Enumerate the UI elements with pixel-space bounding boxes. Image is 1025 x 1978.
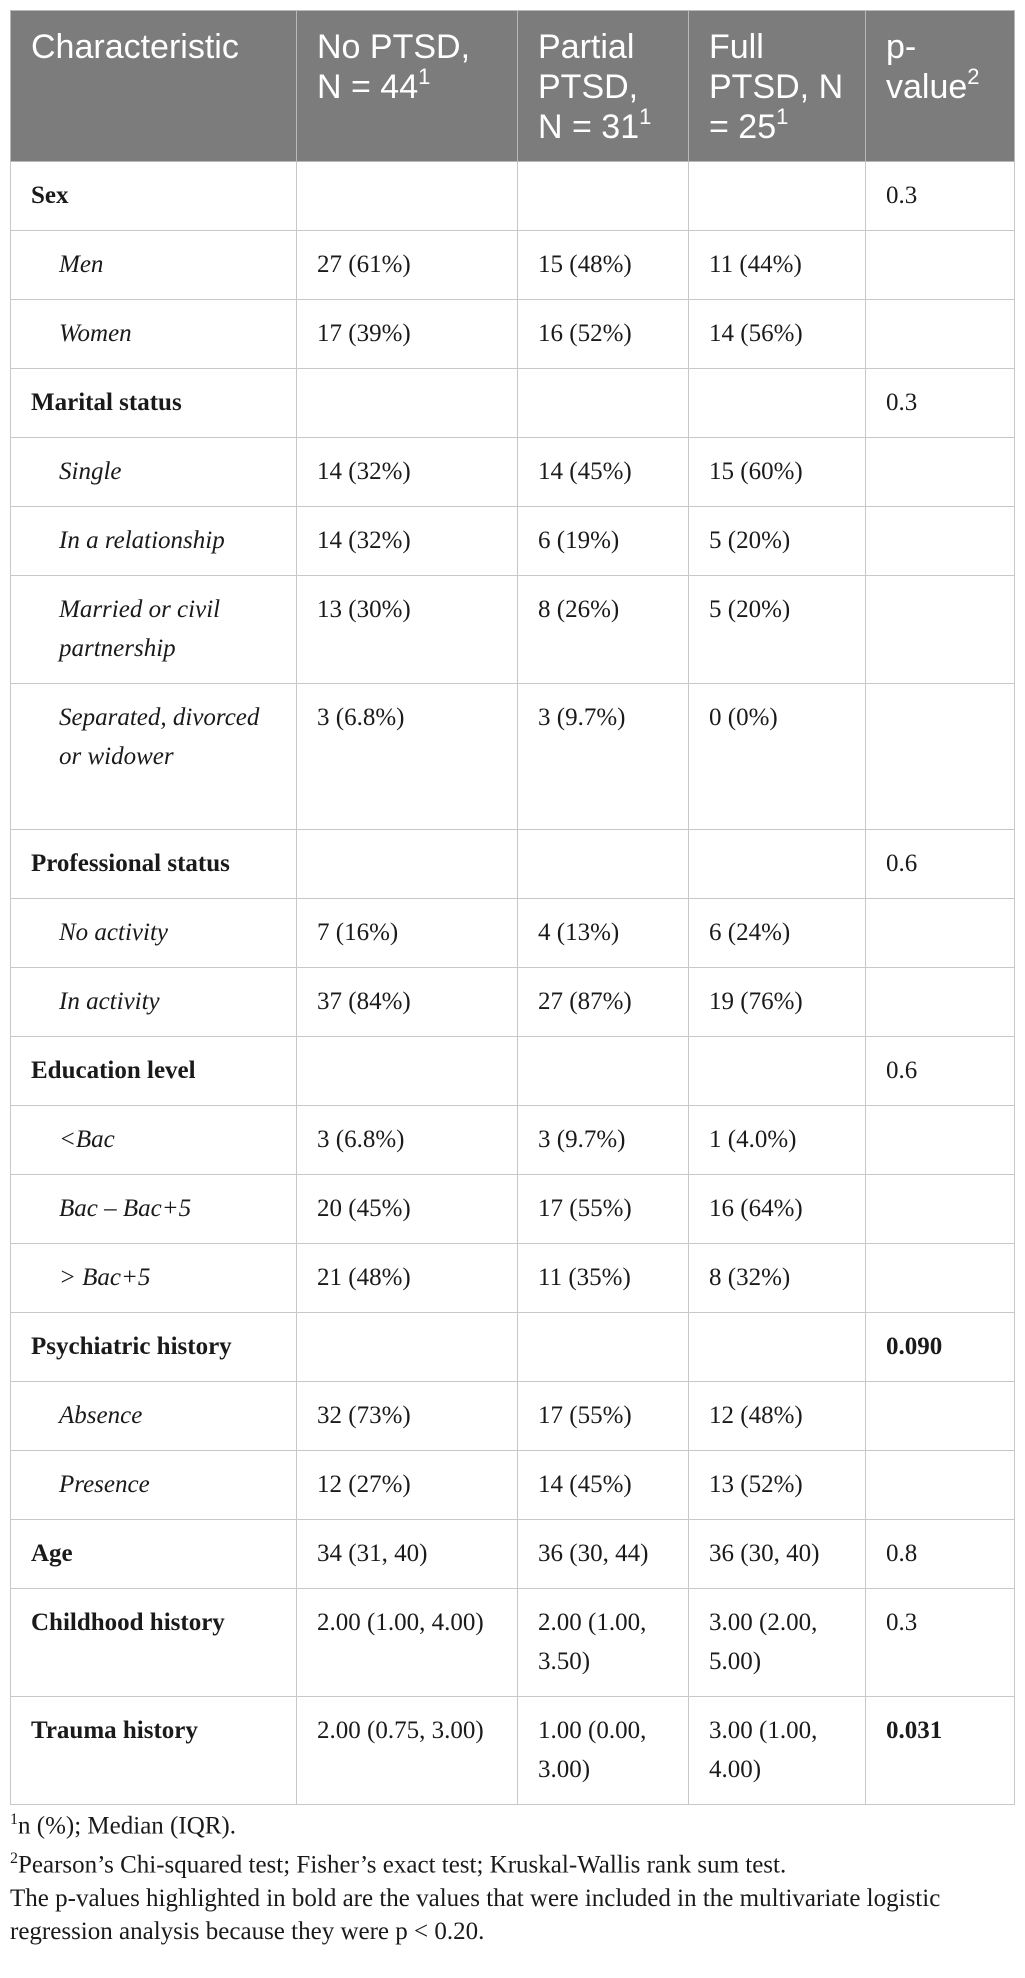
cell-full-ptsd bbox=[689, 830, 866, 899]
cell-partial-ptsd: 14 (45%) bbox=[518, 438, 689, 507]
table-row bbox=[11, 899, 1015, 968]
cell-no-ptsd: 14 (32%) bbox=[297, 438, 518, 507]
characteristics-table-container bbox=[10, 10, 1014, 1945]
row-label: > Bac+5 bbox=[11, 1244, 297, 1313]
cell-full-ptsd: 19 (76%) bbox=[689, 968, 866, 1037]
cell-partial-ptsd: 2.00 (1.00, 3.50) bbox=[518, 1589, 689, 1697]
row-label: Married or civil partnership bbox=[11, 576, 297, 684]
table-row bbox=[11, 968, 1015, 1037]
cell-p-value bbox=[866, 899, 1015, 968]
row-label: Childhood history bbox=[11, 1589, 297, 1697]
cell-p-value bbox=[866, 576, 1015, 684]
cell-p-value: 0.090 bbox=[866, 1313, 1015, 1382]
row-label: Women bbox=[11, 300, 297, 369]
cell-partial-ptsd: 3 (9.7%) bbox=[518, 684, 689, 830]
cell-no-ptsd: 32 (73%) bbox=[297, 1382, 518, 1451]
cell-partial-ptsd bbox=[518, 162, 689, 231]
cell-p-value: 0.3 bbox=[866, 1589, 1015, 1697]
cell-no-ptsd: 2.00 (1.00, 4.00) bbox=[297, 1589, 518, 1697]
cell-p-value bbox=[866, 684, 1015, 830]
row-label: Psychiatric history bbox=[11, 1313, 297, 1382]
table-row bbox=[11, 300, 1015, 369]
table-row bbox=[11, 684, 1015, 830]
cell-partial-ptsd bbox=[518, 1037, 689, 1106]
footnote-1: $^1$n (%); Median (IQR). bbox=[10, 1811, 236, 1840]
cell-full-ptsd bbox=[689, 369, 866, 438]
table-row bbox=[11, 162, 1015, 231]
row-label: Men bbox=[11, 231, 297, 300]
table-row bbox=[11, 438, 1015, 507]
table-row bbox=[11, 369, 1015, 438]
cell-full-ptsd bbox=[689, 162, 866, 231]
table-row bbox=[11, 507, 1015, 576]
table-row bbox=[11, 1313, 1015, 1382]
cell-p-value bbox=[866, 1106, 1015, 1175]
cell-no-ptsd: 17 (39%) bbox=[297, 300, 518, 369]
table-row bbox=[11, 1451, 1015, 1520]
cell-full-ptsd: 15 (60%) bbox=[689, 438, 866, 507]
cell-full-ptsd: 6 (24%) bbox=[689, 899, 866, 968]
header-row bbox=[11, 11, 1015, 162]
table-row bbox=[11, 830, 1015, 899]
cell-no-ptsd: 14 (32%) bbox=[297, 507, 518, 576]
cell-no-ptsd bbox=[297, 1037, 518, 1106]
row-label: In activity bbox=[11, 968, 297, 1037]
cell-full-ptsd: 5 (20%) bbox=[689, 507, 866, 576]
header-no-ptsd: No PTSD, $N = 44^1$ bbox=[297, 11, 518, 162]
cell-partial-ptsd bbox=[518, 1313, 689, 1382]
cell-p-value bbox=[866, 438, 1015, 507]
cell-no-ptsd: 21 (48%) bbox=[297, 1244, 518, 1313]
cell-partial-ptsd: 14 (45%) bbox=[518, 1451, 689, 1520]
cell-partial-ptsd: 15 (48%) bbox=[518, 231, 689, 300]
row-label: Single bbox=[11, 438, 297, 507]
cell-full-ptsd bbox=[689, 1037, 866, 1106]
cell-no-ptsd bbox=[297, 369, 518, 438]
cell-p-value bbox=[866, 968, 1015, 1037]
table-row bbox=[11, 1697, 1015, 1805]
table-footnotes bbox=[10, 1803, 1014, 1948]
cell-p-value: 0.3 bbox=[866, 162, 1015, 231]
cell-partial-ptsd: 4 (13%) bbox=[518, 899, 689, 968]
cell-partial-ptsd bbox=[518, 369, 689, 438]
cell-full-ptsd: 1 (4.0%) bbox=[689, 1106, 866, 1175]
cell-no-ptsd: 13 (30%) bbox=[297, 576, 518, 684]
cell-p-value: 0.8 bbox=[866, 1520, 1015, 1589]
cell-partial-ptsd: 17 (55%) bbox=[518, 1175, 689, 1244]
header-characteristic: Characteristic bbox=[11, 11, 297, 162]
cell-p-value bbox=[866, 1382, 1015, 1451]
table-row bbox=[11, 1037, 1015, 1106]
cell-full-ptsd: 3.00 (1.00, 4.00) bbox=[689, 1697, 866, 1805]
row-label: Education level bbox=[11, 1037, 297, 1106]
cell-no-ptsd: 3 (6.8%) bbox=[297, 1106, 518, 1175]
cell-no-ptsd: 37 (84%) bbox=[297, 968, 518, 1037]
row-label: Age bbox=[11, 1520, 297, 1589]
cell-full-ptsd bbox=[689, 1313, 866, 1382]
table-row bbox=[11, 1244, 1015, 1313]
cell-no-ptsd bbox=[297, 162, 518, 231]
cell-no-ptsd bbox=[297, 1313, 518, 1382]
row-label: Bac – Bac+5 bbox=[11, 1175, 297, 1244]
header-partial-ptsd: Partial PTSD, $N = 31^1$ bbox=[518, 11, 689, 162]
row-label: Separated, divorced or widower bbox=[11, 684, 297, 830]
cell-partial-ptsd: 16 (52%) bbox=[518, 300, 689, 369]
header-p-value: p-value$^2$ bbox=[866, 11, 1015, 162]
cell-partial-ptsd: 6 (19%) bbox=[518, 507, 689, 576]
cell-no-ptsd: 3 (6.8%) bbox=[297, 684, 518, 830]
table-row bbox=[11, 231, 1015, 300]
cell-p-value: 0.3 bbox=[866, 369, 1015, 438]
table-row bbox=[11, 576, 1015, 684]
cell-no-ptsd: 27 (61%) bbox=[297, 231, 518, 300]
table-row bbox=[11, 1589, 1015, 1697]
cell-p-value: 0.031 bbox=[866, 1697, 1015, 1805]
cell-p-value: 0.6 bbox=[866, 830, 1015, 899]
footnote-2: $^2$Pearson’s Chi-squared test; Fisher’s exact test; Kruskal-Wallis rank sum test. bbox=[10, 1850, 787, 1879]
row-label: Marital status bbox=[11, 369, 297, 438]
cell-full-ptsd: 8 (32%) bbox=[689, 1244, 866, 1313]
table-row bbox=[11, 1382, 1015, 1451]
table-row bbox=[11, 1106, 1015, 1175]
cell-full-ptsd: 13 (52%) bbox=[689, 1451, 866, 1520]
cell-partial-ptsd: 3 (9.7%) bbox=[518, 1106, 689, 1175]
cell-p-value bbox=[866, 507, 1015, 576]
row-label: Presence bbox=[11, 1451, 297, 1520]
row-label: In a relationship bbox=[11, 507, 297, 576]
cell-p-value bbox=[866, 1175, 1015, 1244]
footnote-3: The p-values highlighted in bold are the values that were included in the multivariate logistic regression analysis because they were p < 0.20. bbox=[10, 1884, 941, 1945]
cell-full-ptsd: 5 (20%) bbox=[689, 576, 866, 684]
cell-partial-ptsd: 11 (35%) bbox=[518, 1244, 689, 1313]
cell-full-ptsd: 0 (0%) bbox=[689, 684, 866, 830]
cell-p-value bbox=[866, 1451, 1015, 1520]
cell-full-ptsd: 16 (64%) bbox=[689, 1175, 866, 1244]
cell-partial-ptsd: 8 (26%) bbox=[518, 576, 689, 684]
cell-no-ptsd bbox=[297, 830, 518, 899]
cell-partial-ptsd: 27 (87%) bbox=[518, 968, 689, 1037]
cell-partial-ptsd: 36 (30, 44) bbox=[518, 1520, 689, 1589]
cell-full-ptsd: 12 (48%) bbox=[689, 1382, 866, 1451]
row-label: Trauma history bbox=[11, 1697, 297, 1805]
header-full-ptsd: Full PTSD, $N = 25^1$ bbox=[689, 11, 866, 162]
table-row bbox=[11, 1175, 1015, 1244]
characteristics-table bbox=[10, 10, 1015, 1805]
cell-p-value: 0.6 bbox=[866, 1037, 1015, 1106]
cell-p-value bbox=[866, 300, 1015, 369]
cell-full-ptsd: 11 (44%) bbox=[689, 231, 866, 300]
cell-no-ptsd: 20 (45%) bbox=[297, 1175, 518, 1244]
table-row bbox=[11, 1520, 1015, 1589]
cell-full-ptsd: 14 (56%) bbox=[689, 300, 866, 369]
row-label: No activity bbox=[11, 899, 297, 968]
row-label: <Bac bbox=[11, 1106, 297, 1175]
cell-partial-ptsd bbox=[518, 830, 689, 899]
cell-no-ptsd: 12 (27%) bbox=[297, 1451, 518, 1520]
row-label: Professional status bbox=[11, 830, 297, 899]
cell-partial-ptsd: 1.00 (0.00, 3.00) bbox=[518, 1697, 689, 1805]
cell-full-ptsd: 36 (30, 40) bbox=[689, 1520, 866, 1589]
cell-partial-ptsd: 17 (55%) bbox=[518, 1382, 689, 1451]
cell-full-ptsd: 3.00 (2.00, 5.00) bbox=[689, 1589, 866, 1697]
cell-no-ptsd: 34 (31, 40) bbox=[297, 1520, 518, 1589]
cell-p-value bbox=[866, 1244, 1015, 1313]
cell-no-ptsd: 2.00 (0.75, 3.00) bbox=[297, 1697, 518, 1805]
cell-p-value bbox=[866, 231, 1015, 300]
row-label: Sex bbox=[11, 162, 297, 231]
row-label: Absence bbox=[11, 1382, 297, 1451]
cell-no-ptsd: 7 (16%) bbox=[297, 899, 518, 968]
